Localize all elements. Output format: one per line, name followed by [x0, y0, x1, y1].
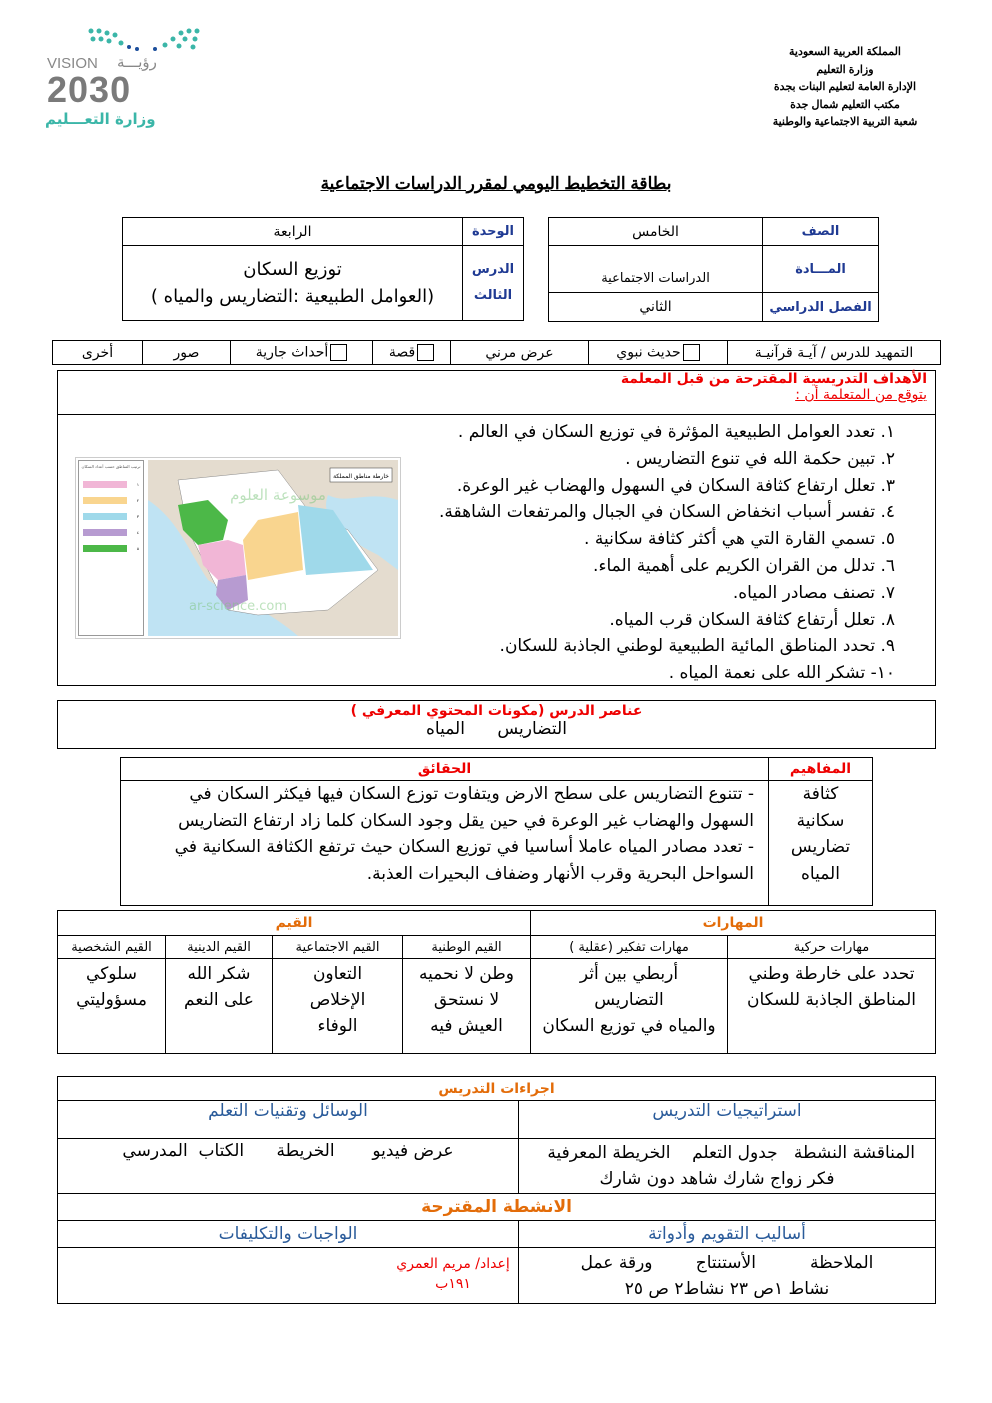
skills-values-column-body [531, 959, 728, 1054]
skills-values-column-header: القيم الدينية [166, 936, 273, 959]
lesson-info-table [122, 217, 524, 321]
grade-label: الصف [763, 218, 879, 246]
intro-story [373, 341, 451, 365]
unit-label: الوحدة [463, 218, 524, 246]
tools-content: عرض فيديو الخريطة الكتاب المدرسي [58, 1139, 519, 1194]
fact-item: - تعدد مصادر المياه عاملا أساسيا في توزيع السكان حيث ترتفع الكثافة السكانية في السواحل البحرية وقرب الأنهار وضفاف البحيرات العذبة. [174, 837, 754, 884]
skills-header: المهارات [531, 911, 936, 936]
legend-title: ترتيب المناطق حسب أعداد السكان [81, 464, 141, 469]
author-code: ١٩١ب [435, 1276, 471, 1292]
legend-swatch [83, 497, 127, 504]
skills-values-column-header: مهارات تفكير (عقلية ) [531, 936, 728, 959]
logo-vision-text: VISION [47, 55, 98, 72]
legend-row [79, 529, 143, 536]
hadith-label: حديث نبوي [616, 344, 681, 361]
logo-vision-ar: رؤيـــة [117, 53, 157, 71]
skills-values-item: لا نستحق [433, 990, 500, 1010]
objective-item: ١٠- تشكر الله على نعمة المياه . [668, 663, 895, 684]
term-label: الفصل الدراسي [763, 293, 879, 322]
skills-values-item: على النعم [184, 990, 254, 1010]
school-header [745, 44, 945, 132]
logo-year: 2030 [47, 69, 132, 110]
objective-item: ٧. تصنف مصادر المياه. [732, 582, 895, 603]
story-label: قصة [388, 344, 416, 361]
intro-visual: عرض مرني [451, 341, 589, 365]
objectives-box [57, 370, 936, 686]
header-line: شعبة التربية الاجتماعية والوطنية [772, 116, 918, 128]
skills-values-column-body [273, 959, 403, 1054]
class-info-table [548, 217, 879, 322]
grade-value: الخامس [549, 218, 763, 246]
map-legend [78, 460, 144, 636]
intro-strip [52, 340, 941, 365]
skills-values-column-header: القيم الشخصية [58, 936, 166, 959]
legend-swatch [83, 529, 127, 536]
skills-values-column-header: مهارات حركية [728, 936, 936, 959]
concepts-header: المفاهيم [769, 758, 873, 781]
assessment-line: الملاحظة الأستنتاج ورقة عمل [580, 1252, 874, 1273]
concept-item: سكانية [796, 810, 845, 831]
objectives-list [439, 419, 895, 687]
legend-swatch [83, 513, 127, 520]
procedures-title: اجراءات التدريس [58, 1077, 936, 1101]
objective-item: ١. تعدد العوامل الطبيعية المؤثرة في توزيع السكان في العالم . [457, 422, 895, 442]
concept-item: تضاريس [790, 837, 851, 857]
skills-values-item: الوفاء [317, 1016, 358, 1036]
page-title: بطاقة التخطيط اليومي لمقرر الدراسات الاجتماعية [320, 174, 672, 193]
strategies-content [519, 1139, 936, 1194]
legend-number: ٤ [136, 530, 139, 535]
intro-images: صور [143, 341, 231, 365]
vision-2030-logo [45, 25, 210, 133]
lesson-label [463, 246, 524, 321]
objective-item: ٣. تعلل ارتفاع كثافة السكان في السهول والهضاب غير الوعرة. [456, 475, 895, 496]
legend-row [79, 545, 143, 552]
assessment-content [519, 1248, 936, 1304]
dots-icon [85, 25, 250, 65]
skills-values-column-body [403, 959, 531, 1054]
skills-values-column-body [58, 959, 166, 1054]
lesson-elements-box [57, 700, 936, 749]
skills-values-column-header: القيم الوطنية [403, 936, 531, 959]
term-value: الثاني [549, 293, 763, 322]
legend-swatch [83, 481, 127, 488]
objectives-subtitle: يتوقع من المتعلمة أن : [795, 387, 927, 403]
homework-content [58, 1248, 519, 1304]
map-title: خارطة مناطق المملكة [333, 473, 389, 480]
fact-item: - تتنوع التضاريس على سطح الارض ويتفاوت توزع السكان فيها فيكثر السكان في السهول والهضاب غير الوعرة في حين يقل وجود السكان كلما زاد ارتفاع التضاريس [178, 784, 754, 831]
map-watermark-url: ar-science.com [189, 599, 287, 614]
skills-values-column-body [728, 959, 936, 1054]
intro-hadith [589, 341, 728, 365]
objective-item: ٤. تفسر أسباب انخفاض السكان في الجبال والمرتفعات الشاهقة. [438, 502, 895, 523]
skills-values-item: وطن لا نحميه [419, 964, 514, 984]
lesson-title-text: توزيع السكان [243, 259, 342, 280]
assessment-line: نشاط ١ص ٢٣ نشاط٢ ص ٢٥ [624, 1278, 830, 1299]
legend-row [79, 481, 143, 488]
strategy-line: فكر زواج شارك شاهد دون شارك [599, 1169, 835, 1189]
objective-item: ٦. تدلل من القران الكريم على أهمية الماء. [593, 555, 895, 576]
subject-label: المـــادة [763, 246, 879, 293]
header-line: الإدارة العامة لتعليم البنات بجدة [773, 81, 917, 93]
objective-item: ٥. تسمي القارة التي هي أكثر كثافة سكانية . [584, 529, 895, 550]
objective-item: ٢. تبين حكمة الله في تنوع التضاريس . [625, 448, 895, 469]
header-line: مكتب التعليم شمال جدة [790, 98, 900, 111]
facts-header: الحقائق [121, 758, 769, 781]
lesson-number: الثالث [473, 288, 513, 303]
legend-number: ١ [136, 482, 139, 487]
skills-values-item: والمياه في توزيع السكان [542, 1016, 716, 1036]
skills-values-item: سلوكي [86, 964, 137, 984]
concepts-facts-table [120, 757, 873, 906]
skills-values-item: شكر الله [187, 964, 251, 984]
objectives-title: الأهداف التدريسية المقترحة من قبل المعلمة [620, 371, 927, 387]
strategies-header: استراتيجيات التدريس [519, 1101, 936, 1139]
intro-current-events [231, 341, 373, 365]
skills-values-item: مسؤوليتي [76, 990, 147, 1010]
elements-title: عناصر الدرس (مكونات المحتوي المعرفي ) [350, 703, 643, 719]
hadith-checkbox[interactable] [683, 344, 700, 361]
intro-other: أخرى [53, 341, 143, 365]
legend-row [79, 513, 143, 520]
subject-value: الدراسات الاجتماعية [549, 246, 763, 293]
objective-item: ٨. تعلل أرتفاع كثافة السكان قرب المياه. [609, 609, 895, 630]
unit-value: الرابعة [123, 218, 463, 246]
author-name: إعداد/ مريم العمري [396, 1256, 510, 1272]
logo-ministry: وزارة التعـــليم [45, 110, 156, 128]
legend-row [79, 497, 143, 504]
legend-number: ٣ [136, 514, 139, 519]
intro-quran-verse: التمهيد للدرس / آيـة قرآنيـة [728, 341, 941, 365]
skills-values-table [57, 910, 936, 1054]
skills-values-column-body [166, 959, 273, 1054]
header-line: المملكة العربية السعودية [789, 46, 901, 58]
events-checkbox[interactable] [330, 344, 347, 361]
skills-values-item: تحدد على خارطة وطني [748, 964, 915, 984]
tools-header: الوسائل وتقنيات التعلم [58, 1101, 519, 1139]
map-watermark: موسوعة العلوم [230, 486, 326, 504]
homework-header: الواجبات والتكليفات [58, 1221, 519, 1248]
concepts-list [769, 781, 873, 906]
activities-title: الانشطة المقترحة [58, 1194, 936, 1221]
lesson-subtitle: (العوامل الطبيعية :التضاريس والمياه ) [150, 286, 435, 307]
story-checkbox[interactable] [417, 344, 434, 361]
saudi-regions-map [75, 457, 401, 639]
legend-number: ٢ [136, 498, 139, 503]
values-header: القيم [58, 911, 531, 936]
assessment-header: أساليب التقويم وأدواتة [519, 1221, 936, 1248]
concept-item: المياه [801, 863, 840, 884]
objectives-header [58, 371, 935, 415]
map-drawing [148, 460, 398, 636]
skills-values-item: أربطي بين أثر [579, 964, 679, 984]
skills-values-item: الإخلاص [309, 990, 366, 1010]
header-line: وزارة التعليم [816, 63, 874, 76]
legend-swatch [83, 545, 127, 552]
lesson-title [123, 246, 463, 321]
skills-values-item: التضاريس [594, 990, 664, 1010]
concept-item: كثافة [802, 784, 839, 804]
skills-values-item: العيش فيه [430, 1016, 503, 1036]
skills-values-item: المناطق الجاذبة للسكان [746, 990, 917, 1010]
facts-list [121, 781, 769, 906]
elements-items: التضاريس المياه [426, 719, 567, 739]
teaching-procedures-table [57, 1076, 936, 1304]
strategy-line: المناقشة النشطة جدول التعلم الخريطة المعرفية [547, 1143, 915, 1163]
lesson-label-text: الدرس [471, 262, 515, 277]
events-label: أحداث جارية [255, 344, 329, 361]
objective-item: ٩. تحدد المناطق المائية الطبيعية لوطني الجاذبة للسكان. [499, 636, 895, 657]
skills-values-column-header: القيم الاجتماعية [273, 936, 403, 959]
skills-values-item: التعاون [312, 964, 363, 984]
legend-number: ٥ [136, 546, 139, 551]
